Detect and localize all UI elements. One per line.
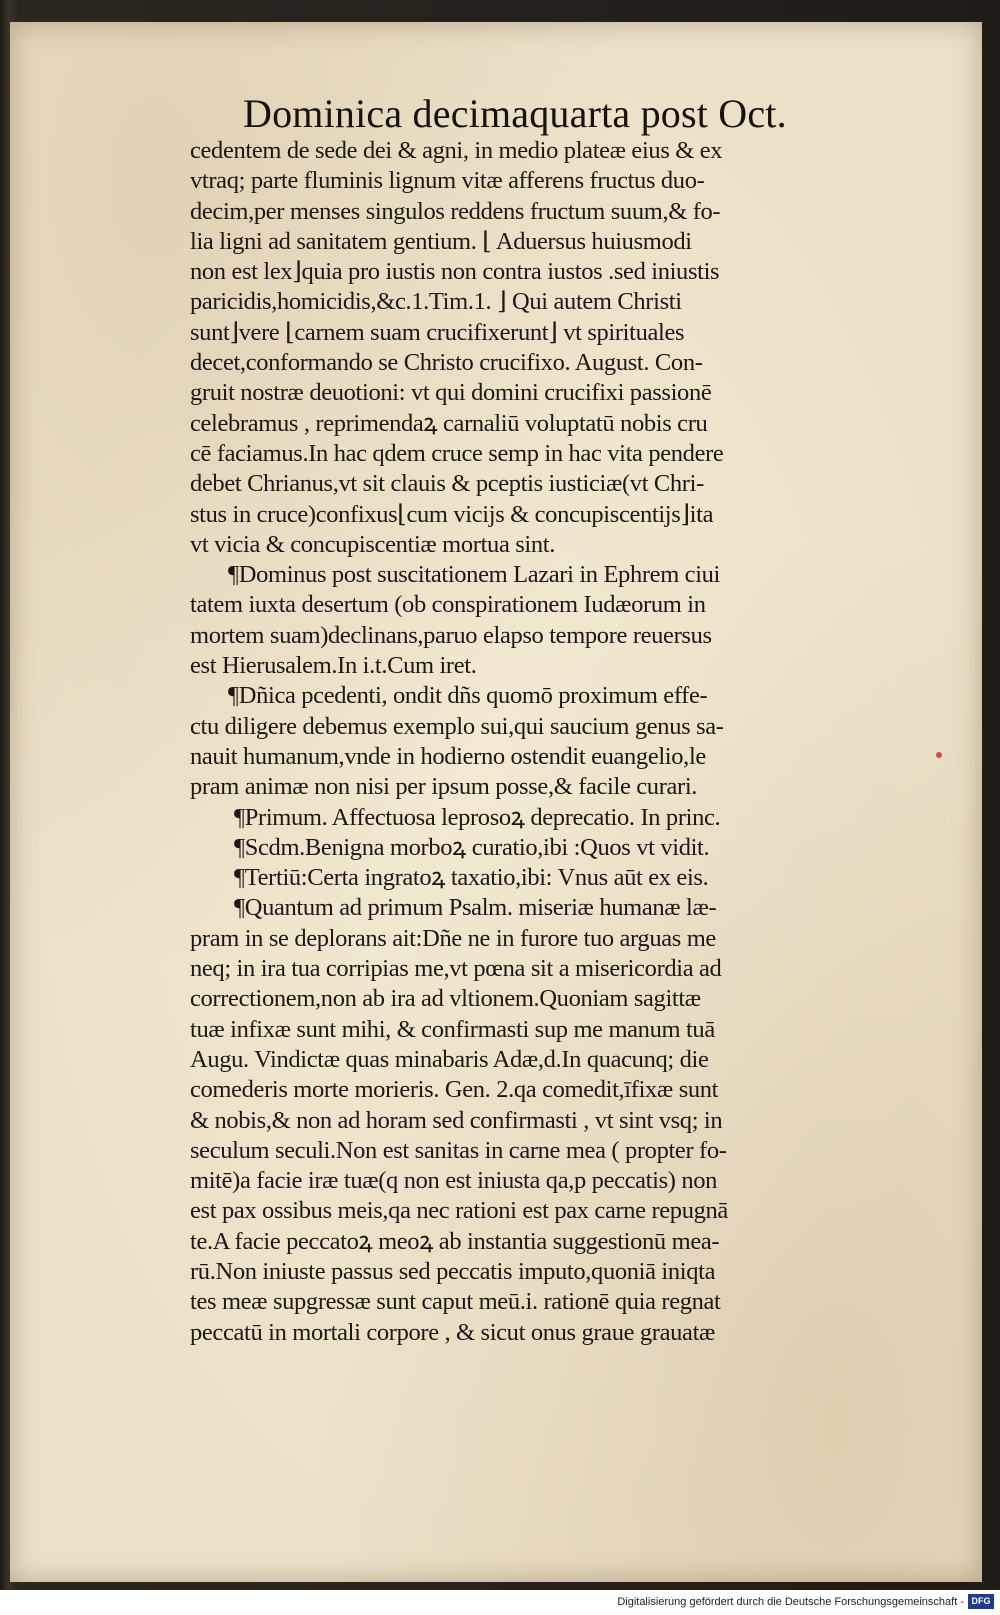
text-line: paricidis,homicidis,&c.1.Tim.1. ⌋ Qui autem Christi bbox=[190, 288, 682, 316]
paragraph-start-line: ¶Quantum ad primum Psalm. miseriæ humanæ læ- bbox=[234, 894, 717, 922]
text-line: rū.Non iniuste passus sed peccatis imputo,quoniā iniqta bbox=[190, 1257, 716, 1285]
text-line: & nobis,& non ad horam sed confirmasti , vt sint vsq; in bbox=[190, 1106, 723, 1134]
text-line: neq; in ira tua corripias me,vt pœna sit a misericordia ad bbox=[190, 955, 722, 983]
text-line: correctionem,non ab ira ad vltionem.Quoniam sagittæ bbox=[190, 985, 701, 1013]
dfg-logo: DFG bbox=[968, 1594, 994, 1609]
paragraph-start-line: ¶Primum. Affectuosa leprosoꝝ deprecatio. In princ. bbox=[234, 803, 721, 831]
text-line: gruit nostræ deuotioni: vt qui domini crucifixi passionē bbox=[190, 379, 712, 407]
text-line: ctu diligere debemus exemplo sui,qui saucium genus sa- bbox=[190, 712, 724, 740]
text-line: cedentem de sede dei & agni, in medio plateæ eius & ex bbox=[190, 137, 723, 164]
text-line: pram animæ non nisi per ipsum posse,& facile curari. bbox=[190, 773, 698, 801]
body-text bbox=[190, 136, 920, 1348]
text-line: stus in cruce)confixus⌊cum vicijs & concupiscentijs⌋ita bbox=[190, 500, 714, 528]
paragraph-start-line: ¶Scdm.Benigna morboꝝ curatio,ibi :Quos vt vidit. bbox=[234, 833, 710, 861]
paragraph-start-line: ¶Tertiū:Certa ingratoꝝ taxatio,ibi: Vnus aūt ex eis. bbox=[234, 864, 709, 892]
running-head: Dominica decimaquarta post Oct. bbox=[243, 91, 787, 136]
text-line: vt vicia & concupiscentiæ mortua sint. bbox=[190, 530, 556, 558]
text-line: cē faciamus.In hac qdem cruce semp in hac vita pendere bbox=[190, 439, 724, 467]
text-line: peccatū in mortali corpore , & sicut onus graue grauatæ bbox=[190, 1318, 716, 1346]
paragraph-start-line: ¶Dominus post suscitationem Lazari in Ephrem ciui bbox=[228, 561, 721, 589]
text-line: mitē)a facie iræ tuæ(q non est iniusta qa,p peccatis) non bbox=[190, 1167, 718, 1195]
text-line: Augu. Vindictæ quas minabaris Adæ,d.In quacunq; die bbox=[190, 1045, 709, 1073]
ink-spot bbox=[936, 752, 942, 758]
text-line: celebramus , reprimendaꝝ carnaliū voluptatū nobis cru bbox=[190, 409, 708, 437]
text-line: comederis morte morieris. Gen. 2.qa comedit,īfixæ sunt bbox=[190, 1076, 719, 1104]
text-line: te.A facie peccatoꝝ meoꝝ ab instantia suggestionū mea- bbox=[190, 1227, 720, 1255]
text-line: non est lex⌋quia pro iustis non contra iustos .sed iniustis bbox=[190, 258, 720, 286]
text-line: debet Chrianus,vt sit clauis & pceptis iusticiæ(vt Chri- bbox=[190, 470, 704, 498]
text-line: pram in se deplorans ait:Dñe ne in furore tuo arguas me bbox=[190, 924, 716, 952]
text-line: seculum seculi.Non est sanitas in carne mea ( propter fo- bbox=[190, 1136, 727, 1164]
text-line: mortem suam)declinans,paruo elapso tempore reuersus bbox=[190, 621, 712, 649]
paragraph-start-line: ¶Dñica pcedenti, ondit dñs quomō proximum effe- bbox=[228, 682, 708, 710]
text-line: lia ligni ad sanitatem gentium. ⌊ Aduersus huiusmodi bbox=[190, 227, 692, 255]
text-line: tuæ infixæ sunt mihi, & confirmasti sup me manum tuā bbox=[190, 1015, 715, 1043]
text-line: est pax ossibus meis,qa nec rationi est pax carne repugnā bbox=[190, 1197, 728, 1225]
text-line: nauit humanum,vnde in hodierno ostendit euangelio,le bbox=[190, 742, 706, 770]
text-line: tatem iuxta desertum (ob conspirationem Iudæorum in bbox=[190, 591, 706, 619]
text-line: sunt⌋vere ⌊carnem suam crucifixerunt⌋ vt spirituales bbox=[190, 318, 685, 346]
text-line: decet,conformando se Christo crucifixo. August. Con- bbox=[190, 349, 703, 377]
text-line: decim,per menses singulos reddens fructum suum,& fo- bbox=[190, 197, 721, 225]
text-line: est Hierusalem.In i.t.Cum iret. bbox=[190, 652, 477, 680]
text-line: tes meæ supgressæ sunt caput meū.i. rationē quia regnat bbox=[190, 1288, 721, 1316]
footer-credit: Digitalisierung gefördert durch die Deutsche Forschungsgemeinschaft - bbox=[617, 1596, 964, 1608]
text-line: vtraq; parte fluminis lignum vitæ afferens fructus duo- bbox=[190, 167, 705, 195]
